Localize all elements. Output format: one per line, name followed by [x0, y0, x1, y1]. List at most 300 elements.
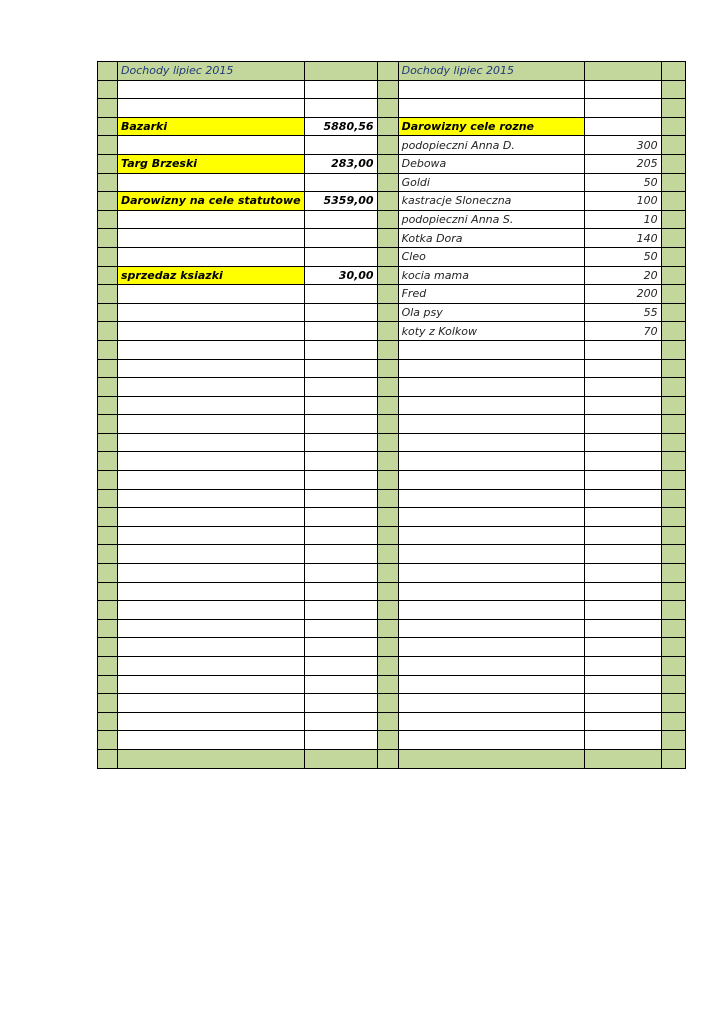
left-label-cell[interactable] — [118, 396, 305, 415]
margin-cell — [98, 694, 118, 713]
right-label-cell[interactable] — [398, 675, 584, 694]
gap-cell — [377, 433, 398, 452]
table-row — [98, 415, 686, 434]
right-value-cell[interactable] — [584, 619, 661, 638]
table-row — [98, 340, 686, 359]
left-label-cell[interactable] — [118, 322, 305, 341]
left-label-cell[interactable] — [118, 564, 305, 583]
left-label-cell[interactable] — [118, 433, 305, 452]
right-label-cell[interactable] — [398, 396, 584, 415]
margin-cell — [661, 340, 685, 359]
right-value-cell[interactable] — [584, 731, 661, 750]
table-row — [98, 433, 686, 452]
margin-cell — [98, 154, 118, 173]
margin-cell — [98, 526, 118, 545]
left-label-cell[interactable] — [118, 229, 305, 248]
right-value-cell[interactable] — [584, 359, 661, 378]
gap-cell — [377, 266, 398, 285]
right-label-cell[interactable]: podopieczni Anna S. — [398, 210, 584, 229]
right-label-cell[interactable]: Darowizny cele rozne — [398, 117, 584, 136]
right-value-cell[interactable] — [584, 694, 661, 713]
margin-cell — [98, 471, 118, 490]
gap-cell — [377, 638, 398, 657]
margin-cell — [98, 99, 118, 118]
left-label-cell[interactable]: Bazarki — [118, 117, 305, 136]
margin-cell — [98, 657, 118, 676]
gap-cell — [377, 229, 398, 248]
gap-cell — [377, 173, 398, 192]
left-label-cell[interactable] — [118, 378, 305, 397]
right-value-cell[interactable] — [584, 340, 661, 359]
margin-cell — [98, 638, 118, 657]
table-row — [98, 694, 686, 713]
margin-cell — [661, 415, 685, 434]
table-row — [98, 712, 686, 731]
table-row — [98, 322, 686, 341]
gap-cell — [377, 378, 398, 397]
left-label-cell[interactable] — [118, 489, 305, 508]
margin-cell — [98, 452, 118, 471]
margin-cell — [98, 564, 118, 583]
margin-cell — [98, 489, 118, 508]
margin-cell — [661, 378, 685, 397]
right-label-cell[interactable] — [398, 340, 584, 359]
gap-cell — [377, 526, 398, 545]
gap-cell — [377, 210, 398, 229]
left-value-cell[interactable] — [304, 526, 377, 545]
left-label-cell[interactable] — [118, 415, 305, 434]
left-title[interactable]: Dochody lipiec 2015 — [118, 62, 305, 81]
left-label-cell[interactable] — [118, 359, 305, 378]
table-row — [98, 564, 686, 583]
right-value-cell[interactable] — [584, 564, 661, 583]
left-label-cell[interactable] — [118, 340, 305, 359]
right-label-cell[interactable] — [398, 731, 584, 750]
margin-cell — [661, 601, 685, 620]
margin-cell — [661, 712, 685, 731]
left-label-cell[interactable] — [118, 657, 305, 676]
right-value-cell[interactable]: 300 — [584, 136, 661, 155]
margin-cell — [661, 489, 685, 508]
table-row — [98, 675, 686, 694]
right-value-cell[interactable]: 140 — [584, 229, 661, 248]
left-value-cell[interactable] — [304, 508, 377, 527]
right-value-cell[interactable] — [584, 471, 661, 490]
right-label-cell[interactable] — [398, 359, 584, 378]
footer-cell — [304, 749, 377, 768]
gap-cell — [377, 154, 398, 173]
margin-cell — [98, 229, 118, 248]
left-value-cell[interactable] — [304, 657, 377, 676]
left-label-cell[interactable]: sprzedaz ksiazki — [118, 266, 305, 285]
margin-cell — [98, 210, 118, 229]
right-value-cell[interactable] — [584, 489, 661, 508]
margin-cell — [661, 62, 685, 81]
right-label-cell[interactable] — [398, 564, 584, 583]
right-label-cell[interactable] — [398, 712, 584, 731]
left-label-cell[interactable] — [118, 99, 305, 118]
right-label-cell[interactable] — [398, 694, 584, 713]
left-value-cell[interactable] — [304, 601, 377, 620]
left-value-cell[interactable] — [304, 675, 377, 694]
left-value-cell[interactable] — [304, 340, 377, 359]
margin-cell — [98, 396, 118, 415]
right-label-cell[interactable]: kocia mama — [398, 266, 584, 285]
margin-cell — [661, 731, 685, 750]
right-value-cell[interactable] — [584, 675, 661, 694]
left-value-cell[interactable] — [304, 378, 377, 397]
right-title[interactable]: Dochody lipiec 2015 — [398, 62, 584, 81]
table-row — [98, 136, 686, 155]
margin-cell — [661, 80, 685, 99]
margin-cell — [661, 359, 685, 378]
right-label-cell[interactable]: Debowa — [398, 154, 584, 173]
gap-cell — [377, 545, 398, 564]
margin-cell — [661, 638, 685, 657]
right-value-cell[interactable]: 55 — [584, 303, 661, 322]
margin-cell — [98, 192, 118, 211]
gap-cell — [377, 117, 398, 136]
right-label-cell[interactable]: Ola psy — [398, 303, 584, 322]
right-value-cell[interactable]: 50 — [584, 173, 661, 192]
margin-cell — [98, 601, 118, 620]
table-row — [98, 601, 686, 620]
left-value-cell[interactable] — [304, 99, 377, 118]
left-label-cell[interactable] — [118, 712, 305, 731]
right-value-cell[interactable] — [584, 378, 661, 397]
margin-cell — [661, 210, 685, 229]
margin-cell — [98, 247, 118, 266]
gap-cell — [377, 619, 398, 638]
left-value-cell[interactable]: 5880,56 — [304, 117, 377, 136]
margin-cell — [98, 303, 118, 322]
left-value-cell[interactable] — [304, 564, 377, 583]
right-value-cell[interactable]: 20 — [584, 266, 661, 285]
left-label-cell[interactable] — [118, 247, 305, 266]
table-row — [98, 229, 686, 248]
table-row — [98, 266, 686, 285]
left-value-cell[interactable] — [304, 229, 377, 248]
footer-cell — [661, 749, 685, 768]
margin-cell — [661, 657, 685, 676]
left-label-cell[interactable] — [118, 508, 305, 527]
right-value-cell[interactable] — [584, 452, 661, 471]
margin-cell — [661, 303, 685, 322]
left-value-cell[interactable] — [304, 359, 377, 378]
right-label-cell[interactable]: podopieczni Anna D. — [398, 136, 584, 155]
right-value-cell[interactable] — [584, 396, 661, 415]
right-value-cell[interactable] — [584, 80, 661, 99]
margin-cell — [661, 247, 685, 266]
gap-cell — [377, 99, 398, 118]
gap-cell — [377, 694, 398, 713]
gap-cell — [377, 340, 398, 359]
left-value-cell[interactable] — [304, 731, 377, 750]
right-label-cell[interactable] — [398, 80, 584, 99]
left-label-cell[interactable] — [118, 582, 305, 601]
table-row — [98, 526, 686, 545]
table-row — [98, 303, 686, 322]
margin-cell — [98, 340, 118, 359]
right-value-cell[interactable]: 100 — [584, 192, 661, 211]
left-value-cell[interactable] — [304, 545, 377, 564]
header-row — [98, 62, 686, 81]
table-row — [98, 154, 686, 173]
margin-cell — [98, 545, 118, 564]
right-value-cell[interactable] — [584, 582, 661, 601]
table-row — [98, 80, 686, 99]
footer-cell — [98, 749, 118, 768]
gap-cell — [377, 322, 398, 341]
table-row — [98, 396, 686, 415]
table-row — [98, 508, 686, 527]
left-value-cell[interactable] — [304, 173, 377, 192]
right-value-cell[interactable] — [584, 415, 661, 434]
margin-cell — [661, 229, 685, 248]
left-value-cell[interactable] — [304, 136, 377, 155]
left-value-cell[interactable] — [304, 433, 377, 452]
margin-cell — [661, 396, 685, 415]
table-row — [98, 247, 686, 266]
right-value-cell[interactable] — [584, 601, 661, 620]
right-label-cell[interactable]: koty z Kolkow — [398, 322, 584, 341]
table-row — [98, 359, 686, 378]
right-label-cell[interactable]: Goldi — [398, 173, 584, 192]
footer-cell — [377, 749, 398, 768]
gap-cell — [377, 582, 398, 601]
table-row — [98, 285, 686, 304]
left-label-cell[interactable] — [118, 619, 305, 638]
table-row — [98, 657, 686, 676]
gap-cell — [377, 136, 398, 155]
left-value-cell[interactable] — [304, 619, 377, 638]
margin-cell — [98, 731, 118, 750]
gap-cell — [377, 657, 398, 676]
margin-cell — [98, 508, 118, 527]
margin-cell — [661, 266, 685, 285]
left-value-cell[interactable]: 5359,00 — [304, 192, 377, 211]
left-value-cell[interactable]: 283,00 — [304, 154, 377, 173]
right-label-cell[interactable] — [398, 471, 584, 490]
left-value-cell[interactable] — [304, 694, 377, 713]
table-row — [98, 471, 686, 490]
margin-cell — [661, 564, 685, 583]
right-value-cell[interactable] — [584, 638, 661, 657]
table-row — [98, 99, 686, 118]
left-value-cell[interactable] — [304, 582, 377, 601]
right-label-cell[interactable] — [398, 99, 584, 118]
margin-cell — [661, 99, 685, 118]
right-label-cell[interactable] — [398, 508, 584, 527]
margin-cell — [661, 694, 685, 713]
gap-cell — [377, 285, 398, 304]
table-row — [98, 117, 686, 136]
margin-cell — [98, 117, 118, 136]
right-label-cell[interactable]: kastracje Sloneczna — [398, 192, 584, 211]
right-value-cell[interactable] — [584, 657, 661, 676]
left-value-cell[interactable] — [304, 247, 377, 266]
gap-cell — [377, 415, 398, 434]
margin-cell — [661, 619, 685, 638]
left-label-cell[interactable]: Targ Brzeski — [118, 154, 305, 173]
margin-cell — [98, 62, 118, 81]
right-value-cell[interactable] — [584, 508, 661, 527]
margin-cell — [661, 433, 685, 452]
margin-cell — [98, 712, 118, 731]
margin-cell — [661, 117, 685, 136]
left-label-cell[interactable] — [118, 545, 305, 564]
gap-cell — [377, 192, 398, 211]
left-label-cell[interactable] — [118, 173, 305, 192]
margin-cell — [98, 359, 118, 378]
left-value-cell[interactable] — [304, 712, 377, 731]
right-label-cell[interactable] — [398, 489, 584, 508]
margin-cell — [661, 452, 685, 471]
margin-cell — [661, 508, 685, 527]
left-value-cell[interactable] — [304, 471, 377, 490]
table-row — [98, 489, 686, 508]
left-label-cell[interactable] — [118, 80, 305, 99]
left-value-cell[interactable] — [304, 415, 377, 434]
margin-cell — [661, 154, 685, 173]
income-spreadsheet — [97, 61, 686, 769]
margin-cell — [661, 192, 685, 211]
margin-cell — [98, 322, 118, 341]
right-label-cell[interactable] — [398, 601, 584, 620]
margin-cell — [661, 173, 685, 192]
right-label-cell[interactable] — [398, 452, 584, 471]
footer-cell — [398, 749, 584, 768]
margin-cell — [98, 136, 118, 155]
margin-cell — [661, 675, 685, 694]
footer-cell — [584, 749, 661, 768]
margin-cell — [661, 545, 685, 564]
right-label-cell[interactable] — [398, 638, 584, 657]
margin-cell — [98, 619, 118, 638]
right-value-cell[interactable]: 200 — [584, 285, 661, 304]
left-label-cell[interactable] — [118, 675, 305, 694]
right-value-cell[interactable]: 70 — [584, 322, 661, 341]
gap-cell — [377, 712, 398, 731]
margin-cell — [98, 433, 118, 452]
left-value-cell[interactable] — [304, 285, 377, 304]
right-label-cell[interactable] — [398, 657, 584, 676]
right-value-cell[interactable] — [584, 117, 661, 136]
table-row — [98, 582, 686, 601]
left-value-cell[interactable] — [304, 80, 377, 99]
left-label-cell[interactable] — [118, 526, 305, 545]
margin-cell — [98, 675, 118, 694]
gap-cell — [377, 452, 398, 471]
margin-cell — [661, 285, 685, 304]
left-label-cell[interactable]: Darowizny na cele statutowe — [118, 192, 305, 211]
table-row — [98, 545, 686, 564]
left-value-header[interactable] — [304, 62, 377, 81]
left-value-cell[interactable] — [304, 322, 377, 341]
left-label-cell[interactable] — [118, 285, 305, 304]
right-value-cell[interactable]: 205 — [584, 154, 661, 173]
gap-cell — [377, 396, 398, 415]
gap-cell — [377, 247, 398, 266]
gap-cell — [377, 471, 398, 490]
margin-cell — [661, 322, 685, 341]
table-row — [98, 173, 686, 192]
right-value-cell[interactable]: 50 — [584, 247, 661, 266]
right-label-cell[interactable] — [398, 619, 584, 638]
gap-cell — [377, 675, 398, 694]
table-row — [98, 731, 686, 750]
left-value-cell[interactable]: 30,00 — [304, 266, 377, 285]
left-value-cell[interactable] — [304, 452, 377, 471]
margin-cell — [98, 415, 118, 434]
margin-cell — [661, 471, 685, 490]
right-label-cell[interactable]: Kotka Dora — [398, 229, 584, 248]
table-row — [98, 192, 686, 211]
right-value-header[interactable] — [584, 62, 661, 81]
left-value-cell[interactable] — [304, 489, 377, 508]
left-label-cell[interactable] — [118, 303, 305, 322]
right-value-cell[interactable] — [584, 433, 661, 452]
left-label-cell[interactable] — [118, 210, 305, 229]
margin-cell — [98, 80, 118, 99]
gap-cell — [377, 359, 398, 378]
gap-cell — [377, 62, 398, 81]
right-label-cell[interactable] — [398, 582, 584, 601]
margin-cell — [98, 378, 118, 397]
right-value-cell[interactable] — [584, 526, 661, 545]
table-row — [98, 619, 686, 638]
table-row — [98, 210, 686, 229]
margin-cell — [98, 173, 118, 192]
left-value-cell[interactable] — [304, 303, 377, 322]
right-label-cell[interactable] — [398, 526, 584, 545]
left-label-cell[interactable] — [118, 601, 305, 620]
footer-cell — [118, 749, 305, 768]
left-value-cell[interactable] — [304, 210, 377, 229]
margin-cell — [661, 136, 685, 155]
table-row — [98, 452, 686, 471]
left-label-cell[interactable] — [118, 471, 305, 490]
gap-cell — [377, 564, 398, 583]
left-label-cell[interactable] — [118, 731, 305, 750]
right-value-cell[interactable] — [584, 712, 661, 731]
table-row — [98, 378, 686, 397]
gap-cell — [377, 80, 398, 99]
left-label-cell[interactable] — [118, 638, 305, 657]
right-label-cell[interactable] — [398, 378, 584, 397]
left-label-cell[interactable] — [118, 694, 305, 713]
left-value-cell[interactable] — [304, 396, 377, 415]
left-label-cell[interactable] — [118, 452, 305, 471]
margin-cell — [98, 266, 118, 285]
left-label-cell[interactable] — [118, 136, 305, 155]
right-label-cell[interactable] — [398, 415, 584, 434]
right-label-cell[interactable] — [398, 545, 584, 564]
gap-cell — [377, 508, 398, 527]
right-value-cell[interactable]: 10 — [584, 210, 661, 229]
right-value-cell[interactable] — [584, 545, 661, 564]
margin-cell — [98, 285, 118, 304]
footer-row — [98, 749, 686, 768]
margin-cell — [98, 582, 118, 601]
right-label-cell[interactable]: Cleo — [398, 247, 584, 266]
left-value-cell[interactable] — [304, 638, 377, 657]
right-value-cell[interactable] — [584, 99, 661, 118]
right-label-cell[interactable] — [398, 433, 584, 452]
gap-cell — [377, 489, 398, 508]
right-label-cell[interactable]: Fred — [398, 285, 584, 304]
table-row — [98, 638, 686, 657]
